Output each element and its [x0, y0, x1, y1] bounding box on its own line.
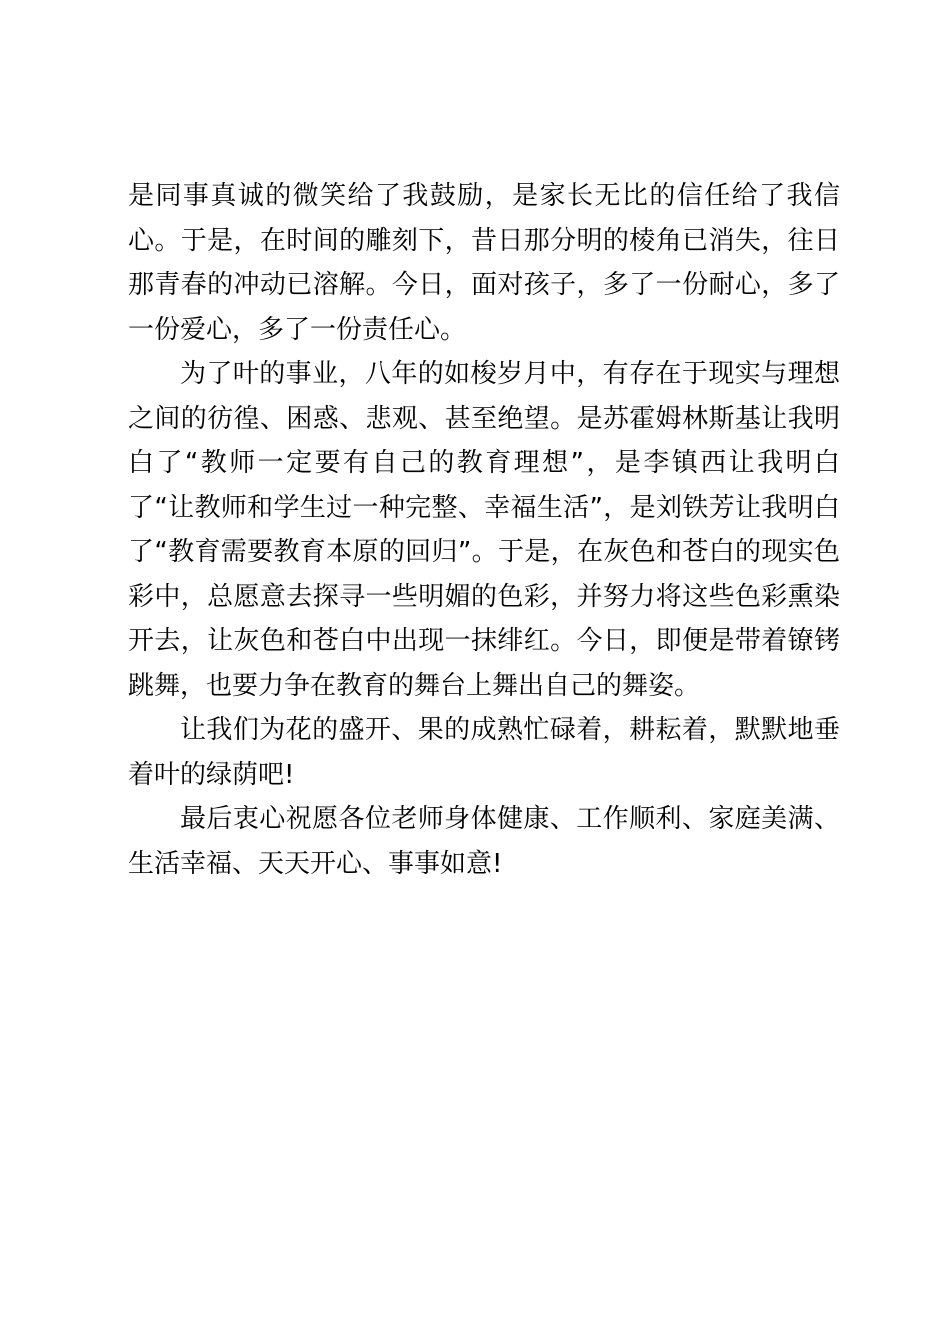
paragraph-career: 为了叶的事业，八年的如梭岁月中，有存在于现实与理想之间的彷徨、困惑、悲观、甚至绝望。是苏霍姆林斯基让我明白了“教师一定要有自己的教育理想”，是李镇西让我明白了“让教师和学生过一种完整、幸福生活”，是刘铁芳让我明白了“教育需要教育本原的回归”。于是，在灰色和苍白的现实色彩中，总愿意去探寻一些明媚的色彩，并努力将这些色彩熏染开去，让灰色和苍白中出现一抹绯红。今日，即便是带着镣铐跳舞，也要力争在教育的舞台上舞出自己的舞姿。 [128, 359, 840, 701]
paragraph-wishes: 最后衷心祝愿各位老师身体健康、工作顺利、家庭美满、生活幸福、天天开心、事事如意! [128, 804, 840, 879]
document-body [128, 174, 840, 886]
paragraph-dedication: 让我们为花的盛开、果的成熟忙碌着，耕耘着，默默地垂着叶的绿荫吧! [128, 715, 840, 790]
paragraph-continuation: 是同事真诚的微笑给了我鼓励，是家长无比的信任给了我信心。于是，在时间的雕刻下，昔日那分明的棱角已消失，往日那青春的冲动已溶解。今日，面对孩子，多了一份耐心，多了一份爱心，多了一份责任心。 [128, 181, 840, 345]
